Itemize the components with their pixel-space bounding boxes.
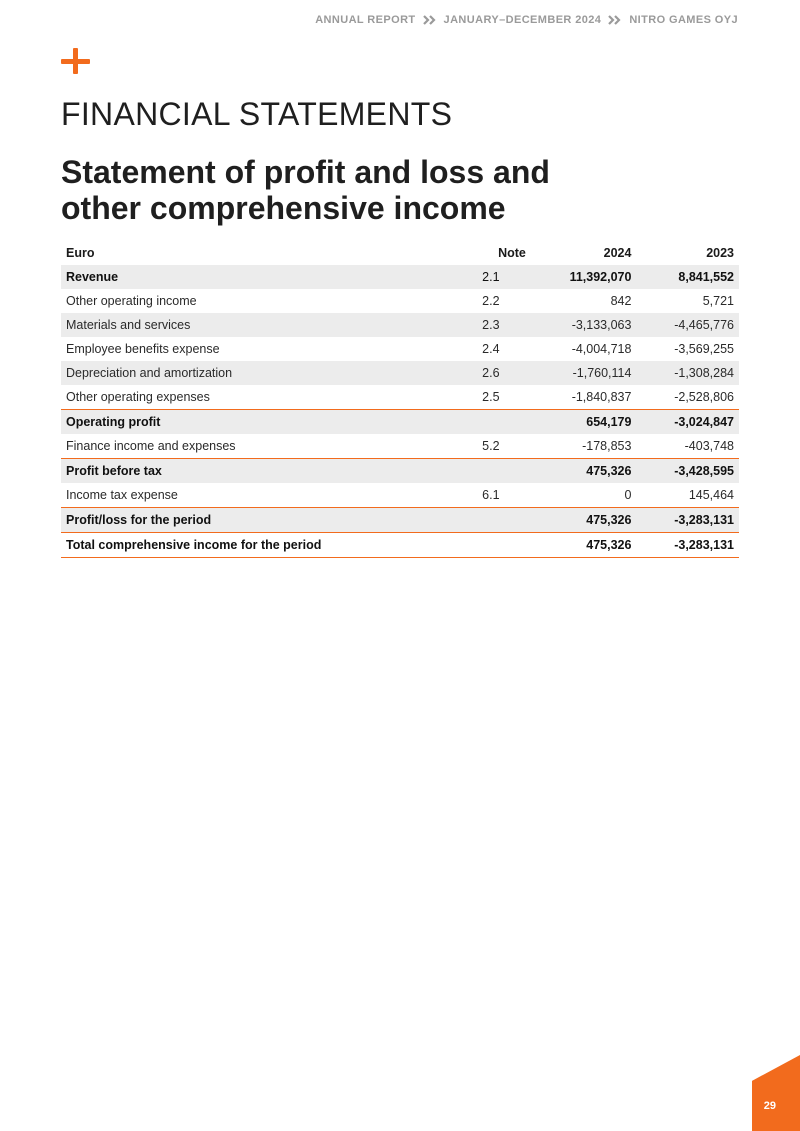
row-value-2023: -3,428,595 <box>636 459 739 484</box>
row-label: Other operating income <box>66 294 197 308</box>
row-note <box>451 459 531 484</box>
table-row <box>61 508 739 533</box>
table-row <box>61 385 739 410</box>
row-note <box>451 410 531 435</box>
row-value-2023: -3,024,847 <box>636 410 739 435</box>
row-value-2024: 11,392,070 <box>531 265 637 289</box>
header-euro: Euro <box>66 245 95 260</box>
row-note: 6.1 <box>482 488 500 502</box>
row-note: 2.4 <box>482 342 500 356</box>
row-label: Total comprehensive income for the period <box>61 533 451 558</box>
row-value-2023: 8,841,552 <box>636 265 739 289</box>
row-label: Finance income and expenses <box>66 439 236 453</box>
row-value-2023: 145,464 <box>688 488 734 502</box>
table-row <box>61 265 739 289</box>
row-value-2024: 654,179 <box>531 410 637 435</box>
row-note <box>451 508 531 533</box>
running-header <box>315 14 738 26</box>
page-corner-tab <box>752 1055 800 1131</box>
header-2024: 2024 <box>603 245 632 260</box>
table-row <box>61 483 739 508</box>
row-label: Materials and services <box>61 313 451 337</box>
double-chevron-right-icon <box>608 15 622 25</box>
header-period-label: JANUARY–DECEMBER 2024 <box>443 14 602 26</box>
table-header-row <box>61 240 739 265</box>
row-value-2023: -2,528,806 <box>674 390 734 404</box>
row-label: Other operating expenses <box>66 390 210 404</box>
page-number: 29 <box>763 1100 776 1112</box>
row-value-2024: -1,760,114 <box>531 361 637 385</box>
row-value-2023: -3,283,131 <box>636 533 739 558</box>
row-value-2023: -403,748 <box>684 439 734 453</box>
header-2023: 2023 <box>706 245 734 260</box>
row-value-2024: -1,840,837 <box>571 390 632 404</box>
statement-title: Statement of profit and loss and other comprehensive income <box>61 154 550 226</box>
table-row <box>61 459 739 484</box>
row-value-2024: -4,004,718 <box>571 342 632 356</box>
row-label: Profit/loss for the period <box>61 508 451 533</box>
row-value-2024: -178,853 <box>582 439 632 453</box>
row-value-2024: 475,326 <box>531 459 637 484</box>
table-row <box>61 434 739 459</box>
row-note: 2.6 <box>451 361 531 385</box>
row-label: Operating profit <box>61 410 451 435</box>
header-report-label: ANNUAL REPORT <box>315 14 416 26</box>
row-note: 2.1 <box>451 265 531 289</box>
table-row <box>61 289 739 313</box>
row-value-2023: -4,465,776 <box>636 313 739 337</box>
row-note <box>451 533 531 558</box>
row-label: Depreciation and amortization <box>61 361 451 385</box>
table-row <box>61 533 739 558</box>
row-note: 2.5 <box>482 390 500 404</box>
row-label: Profit before tax <box>61 459 451 484</box>
row-value-2023: -1,308,284 <box>636 361 739 385</box>
row-value-2024: 475,326 <box>531 508 637 533</box>
table-row <box>61 337 739 361</box>
row-note: 2.2 <box>482 294 500 308</box>
row-label: Income tax expense <box>66 488 178 502</box>
section-title: FINANCIAL STATEMENTS <box>61 96 453 132</box>
row-value-2024: 475,326 <box>531 533 637 558</box>
profit-loss-table <box>61 240 739 558</box>
row-value-2024: 842 <box>610 294 632 308</box>
row-label: Revenue <box>61 265 451 289</box>
header-company-label: NITRO GAMES OYJ <box>629 14 738 26</box>
double-chevron-right-icon <box>423 15 437 25</box>
row-value-2023: 5,721 <box>702 294 734 308</box>
row-label: Employee benefits expense <box>66 342 220 356</box>
table-row <box>61 313 739 337</box>
header-note: Note <box>498 245 526 260</box>
plus-icon <box>61 48 90 74</box>
table-row <box>61 410 739 435</box>
row-note: 2.3 <box>451 313 531 337</box>
row-value-2024: 0 <box>624 488 632 502</box>
row-value-2023: -3,569,255 <box>674 342 734 356</box>
row-value-2024: -3,133,063 <box>531 313 637 337</box>
row-value-2023: -3,283,131 <box>636 508 739 533</box>
table-row <box>61 361 739 385</box>
row-note: 5.2 <box>482 439 500 453</box>
